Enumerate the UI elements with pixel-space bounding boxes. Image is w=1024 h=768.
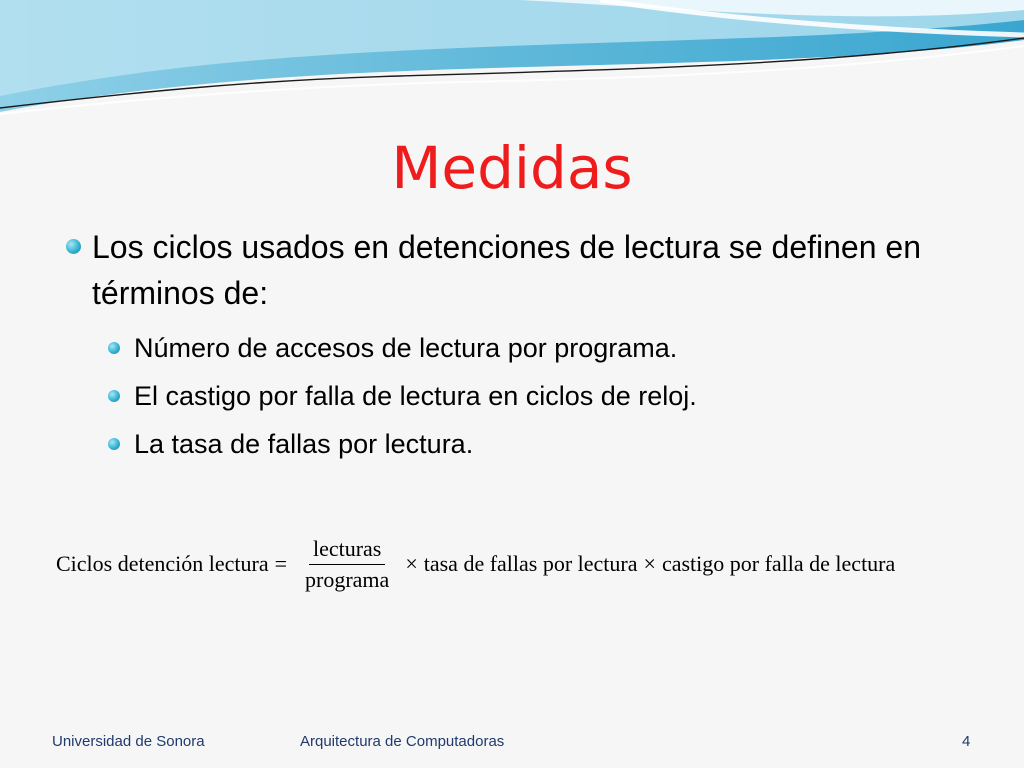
sub-bullet-item xyxy=(62,420,962,468)
equals-sign: = xyxy=(274,551,288,576)
sub-bullet-text: Número de accesos de lectura por programa. xyxy=(134,333,678,363)
sub-bullet-item xyxy=(62,372,962,420)
sub-bullet-text: El castigo por falla de lectura en ciclos de reloj. xyxy=(134,381,697,411)
sub-bullet-text: La tasa de fallas por lectura. xyxy=(134,429,474,459)
formula-lhs: Ciclos detención lectura xyxy=(56,551,269,576)
footer-course: Arquitectura de Computadoras xyxy=(300,733,505,750)
header-wave-decoration xyxy=(0,0,1024,130)
bullet-item xyxy=(62,224,962,316)
fraction-numerator: lecturas xyxy=(309,536,385,565)
formula-term-rate: tasa de fallas por lectura xyxy=(423,551,638,576)
slide-title: Medidas xyxy=(391,134,633,202)
times-sign: × xyxy=(405,551,418,576)
slide-body xyxy=(62,224,962,468)
formula-term-penalty: castigo por falla de lectura xyxy=(661,551,896,576)
sub-bullet-item xyxy=(62,324,962,372)
bullet-icon xyxy=(66,239,81,254)
bullet-icon xyxy=(108,342,120,354)
bullet-icon xyxy=(108,438,120,450)
times-sign: × xyxy=(643,551,656,576)
bullet-text: Los ciclos usados en detenciones de lectura se definen en términos de: xyxy=(92,229,921,311)
page-number: 4 xyxy=(962,733,971,750)
sub-bullet-list xyxy=(62,324,962,468)
fraction xyxy=(301,536,393,593)
bullet-icon xyxy=(108,390,120,402)
formula xyxy=(56,533,1016,595)
fraction-denominator: programa xyxy=(305,566,390,592)
footer-university: Universidad de Sonora xyxy=(52,733,205,750)
